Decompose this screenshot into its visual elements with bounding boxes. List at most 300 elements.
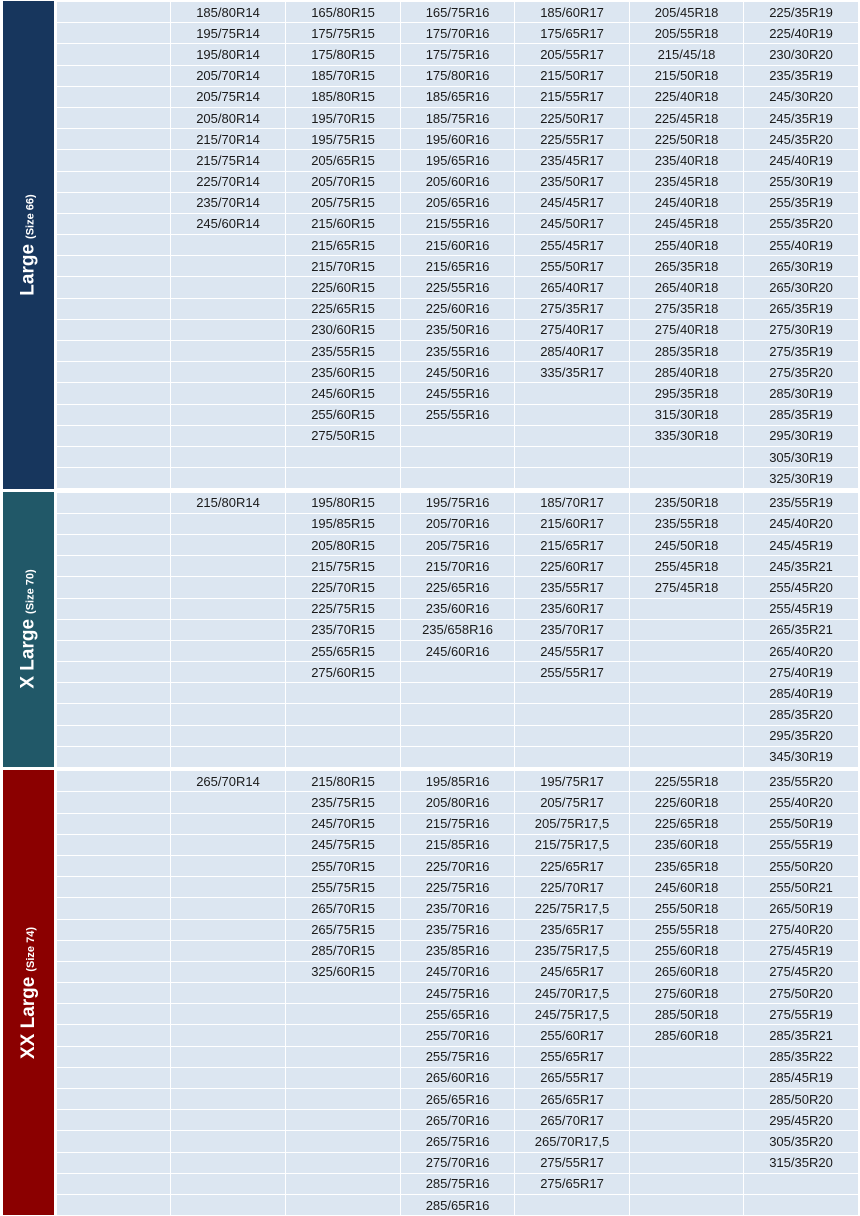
- tyre-size-cell: 235/55R16: [401, 341, 515, 362]
- tyre-size-cell: [171, 640, 286, 661]
- tyre-size-cell: 205/75R14: [171, 86, 286, 107]
- table-row: [57, 256, 859, 277]
- tyre-size-cell: 245/60R14: [171, 213, 286, 234]
- tyre-size-cell: [171, 1152, 286, 1173]
- tyre-size-cell: 225/70R14: [171, 171, 286, 192]
- size-group-label-band: [3, 770, 54, 1215]
- tyre-size-cell: 265/60R16: [401, 1067, 515, 1088]
- table-row: [57, 1152, 859, 1173]
- tyre-size-cell: [630, 1067, 744, 1088]
- tyre-size-cell: 215/70R15: [286, 256, 401, 277]
- tyre-size-cell: 230/60R15: [286, 319, 401, 340]
- tyre-size-cell: 255/50R18: [630, 898, 744, 919]
- tyre-size-cell: 225/70R17: [515, 877, 630, 898]
- blank-cell: [57, 1089, 171, 1110]
- table-row: [57, 362, 859, 383]
- table-row: [57, 983, 859, 1004]
- tyre-size-cell: [171, 1004, 286, 1025]
- tyre-size-cell: 235/50R18: [630, 492, 744, 513]
- blank-cell: [57, 319, 171, 340]
- tyre-size-cell: 275/55R17: [515, 1152, 630, 1173]
- tyre-size-cell: 225/55R18: [630, 771, 744, 792]
- tyre-size-cell: 305/35R20: [744, 1131, 859, 1152]
- tyre-size-cell: 195/75R16: [401, 492, 515, 513]
- tyre-size-cell: 195/70R15: [286, 107, 401, 128]
- tyre-size-cell: 175/75R16: [401, 44, 515, 65]
- tyre-size-cell: 265/35R21: [744, 619, 859, 640]
- tyre-size-cell: 255/35R20: [744, 213, 859, 234]
- tyre-size-cell: 245/40R18: [630, 192, 744, 213]
- blank-cell: [57, 771, 171, 792]
- tyre-size-cell: 325/30R19: [744, 468, 859, 489]
- blank-cell: [57, 86, 171, 107]
- blank-cell: [57, 44, 171, 65]
- tyre-size-cell: [171, 1046, 286, 1067]
- tyre-size-cell: 255/40R18: [630, 235, 744, 256]
- tyre-size-cell: 255/75R16: [401, 1046, 515, 1067]
- tyre-size-cell: 235/60R17: [515, 598, 630, 619]
- table-row: [57, 725, 859, 746]
- table-row: [57, 1046, 859, 1067]
- tyre-size-cell: 205/65R15: [286, 150, 401, 171]
- tyre-size-cell: [286, 1110, 401, 1131]
- tyre-size-cell: [286, 725, 401, 746]
- blank-cell: [57, 877, 171, 898]
- table-row: [57, 619, 859, 640]
- table-row: [57, 1110, 859, 1131]
- tyre-size-cell: [630, 1110, 744, 1131]
- tyre-size-cell: 205/55R18: [630, 23, 744, 44]
- tyre-size-cell: 175/80R15: [286, 44, 401, 65]
- table-row: [57, 855, 859, 876]
- table-row: [57, 877, 859, 898]
- tyre-size-cell: 275/50R15: [286, 425, 401, 446]
- tyre-size-cell: 255/50R20: [744, 855, 859, 876]
- tyre-size-cell: 285/70R15: [286, 940, 401, 961]
- tyre-size-cell: [401, 704, 515, 725]
- tyre-size-cell: 255/50R21: [744, 877, 859, 898]
- table-row: [57, 792, 859, 813]
- tyre-size-cell: 255/40R20: [744, 792, 859, 813]
- blank-cell: [57, 492, 171, 513]
- tyre-size-cell: 185/70R15: [286, 65, 401, 86]
- tyre-size-cell: 225/65R18: [630, 813, 744, 834]
- tyre-size-cell: [171, 792, 286, 813]
- tyre-size-cell: [744, 1194, 859, 1215]
- tyre-size-cell: 255/60R18: [630, 940, 744, 961]
- tyre-size-cell: [630, 1046, 744, 1067]
- tyre-size-cell: 265/40R17: [515, 277, 630, 298]
- tyre-size-cell: 265/70R15: [286, 898, 401, 919]
- size-table: [56, 1, 859, 489]
- table-row: [57, 235, 859, 256]
- tyre-size-cell: 335/35R17: [515, 362, 630, 383]
- tyre-size-cell: 285/35R21: [744, 1025, 859, 1046]
- tyre-size-cell: 275/65R17: [515, 1173, 630, 1194]
- tyre-size-cell: 285/50R20: [744, 1089, 859, 1110]
- blank-cell: [57, 746, 171, 767]
- tyre-size-cell: 265/60R18: [630, 961, 744, 982]
- tyre-size-cell: 275/40R17: [515, 319, 630, 340]
- tyre-size-cell: [171, 1067, 286, 1088]
- tyre-size-cell: [171, 362, 286, 383]
- tyre-size-cell: 245/40R20: [744, 513, 859, 534]
- blank-cell: [57, 425, 171, 446]
- table-row: [57, 298, 859, 319]
- tyre-size-cell: 225/70R15: [286, 577, 401, 598]
- tyre-size-cell: [515, 383, 630, 404]
- tyre-size-cell: 215/85R16: [401, 834, 515, 855]
- tyre-size-cell: [171, 877, 286, 898]
- table-row: [57, 1089, 859, 1110]
- tyre-size-cell: 205/75R15: [286, 192, 401, 213]
- tyre-size-cell: 255/45R18: [630, 556, 744, 577]
- tyre-size-cell: 235/55R17: [515, 577, 630, 598]
- size-table: [56, 492, 859, 768]
- tyre-size-cell: 245/35R19: [744, 107, 859, 128]
- tyre-size-cell: 265/35R19: [744, 298, 859, 319]
- tyre-size-cell: 255/55R18: [630, 919, 744, 940]
- tyre-size-cell: 255/65R15: [286, 640, 401, 661]
- tyre-size-cell: 245/45R18: [630, 213, 744, 234]
- tyre-size-cell: 230/30R20: [744, 44, 859, 65]
- tyre-size-cell: 235/658R16: [401, 619, 515, 640]
- tyre-size-cell: [171, 1173, 286, 1194]
- tyre-size-cell: [171, 404, 286, 425]
- tyre-size-cell: [630, 446, 744, 467]
- tyre-size-cell: 235/50R17: [515, 171, 630, 192]
- tyre-size-cell: [171, 704, 286, 725]
- tyre-size-cell: 265/65R17: [515, 1089, 630, 1110]
- blank-cell: [57, 362, 171, 383]
- tyre-size-cell: 215/50R18: [630, 65, 744, 86]
- tyre-size-cell: [515, 704, 630, 725]
- blank-cell: [57, 1025, 171, 1046]
- tyre-size-cell: 215/75R17,5: [515, 834, 630, 855]
- tyre-size-cell: 285/40R17: [515, 341, 630, 362]
- size-table: [56, 770, 859, 1216]
- blank-cell: [57, 23, 171, 44]
- tyre-size-cell: 215/65R17: [515, 534, 630, 555]
- tyre-size-cell: 215/70R16: [401, 556, 515, 577]
- tyre-size-cell: 255/55R19: [744, 834, 859, 855]
- tyre-size-cell: 285/60R18: [630, 1025, 744, 1046]
- blank-cell: [57, 556, 171, 577]
- tyre-size-cell: 325/60R15: [286, 961, 401, 982]
- blank-cell: [57, 298, 171, 319]
- tyre-size-cell: 255/60R17: [515, 1025, 630, 1046]
- tyre-size-cell: 225/60R18: [630, 792, 744, 813]
- tyre-size-cell: 205/60R16: [401, 171, 515, 192]
- tyre-size-cell: 205/70R14: [171, 65, 286, 86]
- size-group: [0, 1, 860, 489]
- tyre-size-cell: 215/80R14: [171, 492, 286, 513]
- blank-cell: [57, 107, 171, 128]
- tyre-size-cell: 225/45R18: [630, 107, 744, 128]
- blank-cell: [57, 213, 171, 234]
- tyre-size-cell: 255/60R15: [286, 404, 401, 425]
- blank-cell: [57, 256, 171, 277]
- tyre-size-cell: 255/55R17: [515, 662, 630, 683]
- tyre-size-cell: 235/60R18: [630, 834, 744, 855]
- tyre-size-cell: [171, 277, 286, 298]
- tyre-size-cell: 255/50R17: [515, 256, 630, 277]
- blank-cell: [57, 235, 171, 256]
- table-row: [57, 492, 859, 513]
- table-row: [57, 640, 859, 661]
- size-group-name: X Large: [17, 619, 39, 690]
- table-row: [57, 746, 859, 767]
- tyre-size-cell: 215/60R17: [515, 513, 630, 534]
- tyre-size-cell: 225/60R17: [515, 556, 630, 577]
- tyre-size-cell: 335/30R18: [630, 425, 744, 446]
- tyre-size-cell: 285/65R16: [401, 1194, 515, 1215]
- tyre-size-cell: [171, 1131, 286, 1152]
- table-row: [57, 534, 859, 555]
- tyre-size-cell: [286, 1089, 401, 1110]
- blank-cell: [57, 383, 171, 404]
- tyre-size-cell: 245/55R17: [515, 640, 630, 661]
- tyre-size-cell: [171, 746, 286, 767]
- tyre-size-cell: [744, 1173, 859, 1194]
- tyre-size-cell: [286, 683, 401, 704]
- tyre-size-cell: 195/75R17: [515, 771, 630, 792]
- tyre-size-cell: [515, 725, 630, 746]
- table-row: [57, 961, 859, 982]
- tyre-size-cell: 265/65R16: [401, 1089, 515, 1110]
- tyre-size-cell: 285/40R19: [744, 683, 859, 704]
- blank-cell: [57, 150, 171, 171]
- tyre-size-cell: 245/35R21: [744, 556, 859, 577]
- tyre-size-cell: [630, 683, 744, 704]
- tyre-size-cell: 165/75R16: [401, 2, 515, 23]
- tyre-size-cell: 275/70R16: [401, 1152, 515, 1173]
- tyre-size-cell: 205/80R16: [401, 792, 515, 813]
- tyre-size-cell: 185/75R16: [401, 107, 515, 128]
- size-group-size: (Size 74): [24, 926, 37, 972]
- tyre-size-cell: [515, 446, 630, 467]
- tyre-size-cell: [401, 725, 515, 746]
- blank-cell: [57, 598, 171, 619]
- tyre-size-cell: 275/40R18: [630, 319, 744, 340]
- tyre-size-cell: [171, 940, 286, 961]
- tyre-size-cell: 245/75R16: [401, 983, 515, 1004]
- tyre-size-cell: 185/80R14: [171, 2, 286, 23]
- tyre-size-cell: [171, 1025, 286, 1046]
- tyre-size-cell: [630, 598, 744, 619]
- tyre-size-cell: 255/65R17: [515, 1046, 630, 1067]
- blank-cell: [57, 792, 171, 813]
- tyre-size-cell: 315/30R18: [630, 404, 744, 425]
- tyre-size-cell: 195/80R14: [171, 44, 286, 65]
- tyre-size-cell: [171, 446, 286, 467]
- tyre-size-cell: [171, 534, 286, 555]
- tyre-size-cell: [171, 383, 286, 404]
- tyre-size-cell: 225/60R16: [401, 298, 515, 319]
- tyre-size-cell: 215/75R16: [401, 813, 515, 834]
- size-group-label-band: [3, 492, 54, 768]
- tyre-size-cell: 175/65R17: [515, 23, 630, 44]
- blank-cell: [57, 619, 171, 640]
- tyre-size-cell: 205/70R15: [286, 171, 401, 192]
- table-row: [57, 556, 859, 577]
- blank-cell: [57, 534, 171, 555]
- tyre-size-cell: [286, 1004, 401, 1025]
- tyre-size-cell: [171, 235, 286, 256]
- table-row: [57, 150, 859, 171]
- table-row: [57, 577, 859, 598]
- tyre-size-cell: 215/50R17: [515, 65, 630, 86]
- blank-cell: [57, 855, 171, 876]
- tyre-size-cell: 265/40R18: [630, 277, 744, 298]
- blank-cell: [57, 192, 171, 213]
- tyre-size-cell: 275/35R19: [744, 341, 859, 362]
- size-group-label: [18, 927, 40, 1059]
- tyre-size-cell: [171, 683, 286, 704]
- tyre-size-cell: 265/55R17: [515, 1067, 630, 1088]
- tyre-size-cell: 225/50R18: [630, 129, 744, 150]
- tyre-size-cell: [515, 683, 630, 704]
- blank-cell: [57, 1110, 171, 1131]
- tyre-size-cell: [171, 577, 286, 598]
- tyre-size-cell: 175/80R16: [401, 65, 515, 86]
- tyre-size-cell: 265/70R16: [401, 1110, 515, 1131]
- blank-cell: [57, 940, 171, 961]
- tyre-size-cell: 295/30R19: [744, 425, 859, 446]
- tyre-size-cell: 205/75R16: [401, 534, 515, 555]
- tyre-size-cell: 265/40R20: [744, 640, 859, 661]
- tyre-size-cell: 265/70R14: [171, 771, 286, 792]
- tyre-size-cell: 255/35R19: [744, 192, 859, 213]
- tyre-size-cell: 275/50R20: [744, 983, 859, 1004]
- table-row: [57, 213, 859, 234]
- tyre-size-cell: [171, 1089, 286, 1110]
- blank-cell: [57, 171, 171, 192]
- tyre-size-cell: 285/50R18: [630, 1004, 744, 1025]
- tyre-size-cell: 255/45R20: [744, 577, 859, 598]
- table-row: [57, 1067, 859, 1088]
- blank-cell: [57, 1046, 171, 1067]
- table-row: [57, 129, 859, 150]
- tyre-size-cell: 225/35R19: [744, 2, 859, 23]
- size-group: [0, 492, 860, 768]
- tyre-size-cell: 235/55R15: [286, 341, 401, 362]
- table-row: [57, 1025, 859, 1046]
- tyre-size-cell: 245/60R15: [286, 383, 401, 404]
- tyre-size-cell: 285/75R16: [401, 1173, 515, 1194]
- tyre-size-cell: 185/60R17: [515, 2, 630, 23]
- table-row: [57, 813, 859, 834]
- tyre-size-cell: [171, 834, 286, 855]
- table-row: [57, 44, 859, 65]
- tyre-size-cell: [630, 704, 744, 725]
- tyre-size-cell: 255/70R15: [286, 855, 401, 876]
- table-row: [57, 771, 859, 792]
- tyre-size-cell: 205/80R15: [286, 534, 401, 555]
- tyre-size-cell: [630, 619, 744, 640]
- tyre-size-cell: 265/30R20: [744, 277, 859, 298]
- tyre-size-cell: 245/50R16: [401, 362, 515, 383]
- tyre-size-cell: 245/50R17: [515, 213, 630, 234]
- tyre-size-cell: 235/85R16: [401, 940, 515, 961]
- blank-cell: [57, 983, 171, 1004]
- tyre-size-cell: [286, 1067, 401, 1088]
- tyre-size-cell: 255/50R19: [744, 813, 859, 834]
- blank-cell: [57, 129, 171, 150]
- table-row: [57, 834, 859, 855]
- tyre-size-cell: [171, 619, 286, 640]
- tyre-size-cell: 195/85R16: [401, 771, 515, 792]
- tyre-size-cell: 295/35R18: [630, 383, 744, 404]
- tyre-size-cell: 235/70R17: [515, 619, 630, 640]
- tyre-size-cell: 285/35R19: [744, 404, 859, 425]
- table-row: [57, 468, 859, 489]
- tyre-size-cell: [171, 662, 286, 683]
- table-row: [57, 319, 859, 340]
- table-row: [57, 404, 859, 425]
- tyre-size-cell: [286, 446, 401, 467]
- tyre-size-cell: 245/35R20: [744, 129, 859, 150]
- table-row: [57, 341, 859, 362]
- table-row: [57, 383, 859, 404]
- tyre-size-cell: 255/70R16: [401, 1025, 515, 1046]
- tyre-size-cell: 285/35R20: [744, 704, 859, 725]
- table-row: [57, 1004, 859, 1025]
- tyre-size-cell: [171, 1110, 286, 1131]
- tyre-size-cell: [401, 468, 515, 489]
- tyre-size-cell: 225/55R16: [401, 277, 515, 298]
- table-row: [57, 23, 859, 44]
- tyre-size-cell: 205/55R17: [515, 44, 630, 65]
- tyre-size-cell: [630, 1152, 744, 1173]
- tyre-size-cell: [630, 1089, 744, 1110]
- tyre-size-cell: 235/50R16: [401, 319, 515, 340]
- tyre-size-cell: 235/55R18: [630, 513, 744, 534]
- tyre-size-cell: [515, 425, 630, 446]
- tyre-size-cell: [630, 1131, 744, 1152]
- tyre-size-cell: 205/75R17,5: [515, 813, 630, 834]
- tyre-size-cell: [515, 1194, 630, 1215]
- tyre-size-cell: 245/30R20: [744, 86, 859, 107]
- tyre-size-cell: [171, 468, 286, 489]
- tyre-size-cell: 245/75R17,5: [515, 1004, 630, 1025]
- tyre-size-cell: 215/75R15: [286, 556, 401, 577]
- blank-cell: [57, 898, 171, 919]
- tyre-size-cell: 235/55R20: [744, 771, 859, 792]
- tyre-size-cell: 275/45R20: [744, 961, 859, 982]
- blank-cell: [57, 1067, 171, 1088]
- tyre-size-cell: [171, 1194, 286, 1215]
- table-row: [57, 2, 859, 23]
- tyre-size-cell: [401, 446, 515, 467]
- tyre-size-cell: [286, 983, 401, 1004]
- tyre-size-cell: 265/75R15: [286, 919, 401, 940]
- tyre-size-cell: 295/45R20: [744, 1110, 859, 1131]
- tyre-size-cell: 235/75R16: [401, 919, 515, 940]
- size-group-name: XX Large: [17, 976, 39, 1059]
- blank-cell: [57, 277, 171, 298]
- tyre-size-cell: 235/40R18: [630, 150, 744, 171]
- tyre-size-cell: 255/40R19: [744, 235, 859, 256]
- tyre-size-cell: 235/45R17: [515, 150, 630, 171]
- tyre-size-cell: 205/80R14: [171, 107, 286, 128]
- table-row: [57, 662, 859, 683]
- tyre-size-cell: [286, 704, 401, 725]
- blank-cell: [57, 1131, 171, 1152]
- blank-cell: [57, 404, 171, 425]
- table-row: [57, 425, 859, 446]
- tyre-size-cell: 225/50R17: [515, 107, 630, 128]
